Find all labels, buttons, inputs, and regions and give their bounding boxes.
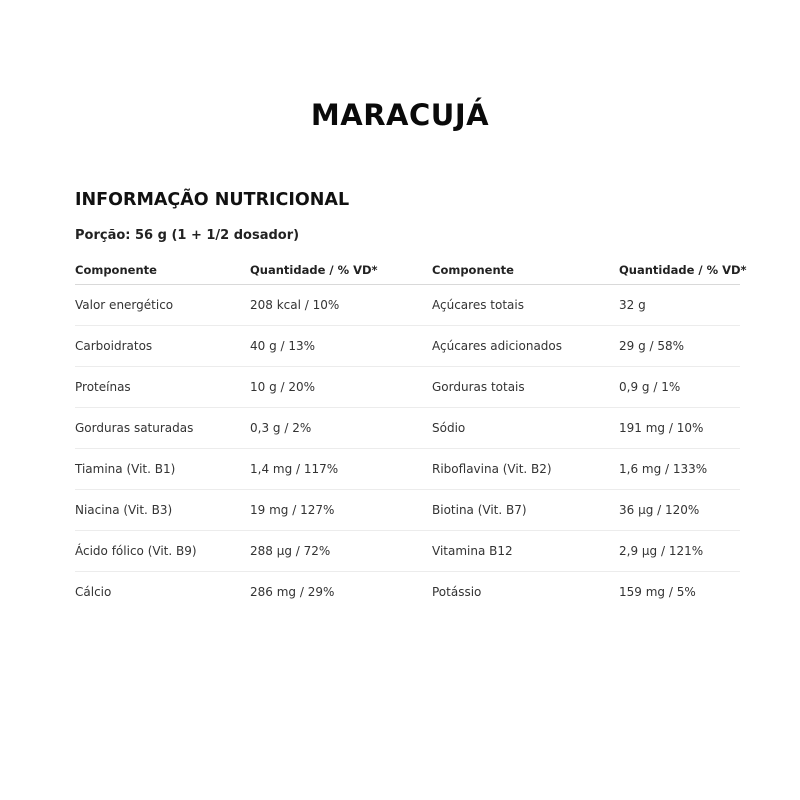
component-cell: Açúcares totais <box>432 285 619 326</box>
quantity-cell: 208 kcal / 10% <box>250 285 432 326</box>
nutrition-table <box>75 256 747 612</box>
quantity-cell: 1,4 mg / 117% <box>250 449 432 490</box>
table-header-row <box>75 256 740 285</box>
quantity-cell: 10 g / 20% <box>250 367 432 408</box>
component-cell: Cálcio <box>75 585 112 599</box>
quantity-cell: 32 g <box>619 285 740 326</box>
component-cell: Biotina (Vit. B7) <box>432 490 619 531</box>
component-cell: Valor energético <box>75 285 250 326</box>
component-cell: Sódio <box>432 408 619 449</box>
quantity-cell: 0,3 g / 2% <box>250 408 432 449</box>
table-row <box>75 285 740 326</box>
component-cell: Proteínas <box>75 367 250 408</box>
quantity-cell: 0,9 g / 1% <box>619 367 740 408</box>
table-row <box>75 572 740 613</box>
column-header-component: Componente <box>432 256 619 285</box>
quantity-cell: 29 g / 58% <box>619 326 740 367</box>
component-cell: Vitamina B12 <box>432 531 619 572</box>
quantity-cell: 191 mg / 10% <box>619 408 740 449</box>
column-header-quantity: Quantidade / % VD* <box>619 256 740 285</box>
table-row <box>75 490 740 531</box>
quantity-cell: 40 g / 13% <box>250 326 432 367</box>
component-cell: Tiamina (Vit. B1) <box>75 449 250 490</box>
table-row <box>75 449 740 490</box>
table-row <box>75 408 740 449</box>
column-header-quantity: Quantidade / % VD* <box>250 256 432 285</box>
component-cell: Potássio <box>432 585 482 599</box>
quantity-cell: 288 µg / 72% <box>250 531 432 572</box>
portion-size: Porção: 56 g (1 + 1/2 dosador) <box>75 228 300 243</box>
quantity-cell: 2,9 µg / 121% <box>619 531 740 572</box>
component-cell: Gorduras saturadas <box>75 408 250 449</box>
column-header-component: Componente <box>75 256 250 285</box>
table-row <box>75 326 740 367</box>
product-title: MARACUJÁ <box>310 98 490 132</box>
table-row <box>75 531 740 572</box>
table-row <box>75 367 740 408</box>
quantity-cell: 36 µg / 120% <box>619 490 740 531</box>
component-cell: Riboflavina (Vit. B2) <box>432 449 619 490</box>
component-cell: Niacina (Vit. B3) <box>75 490 250 531</box>
component-cell: Carboidratos <box>75 326 250 367</box>
quantity-cell: 1,6 mg / 133% <box>619 449 740 490</box>
component-cell: Gorduras totais <box>432 367 619 408</box>
quantity-cell: 19 mg / 127% <box>250 490 432 531</box>
section-heading: INFORMAÇÃO NUTRICIONAL <box>75 190 350 210</box>
quantity-cell: 286 mg / 29% <box>250 585 335 599</box>
component-cell: Açúcares adicionados <box>432 326 619 367</box>
quantity-cell: 159 mg / 5% <box>619 585 696 599</box>
component-cell: Ácido fólico (Vit. B9) <box>75 531 250 572</box>
